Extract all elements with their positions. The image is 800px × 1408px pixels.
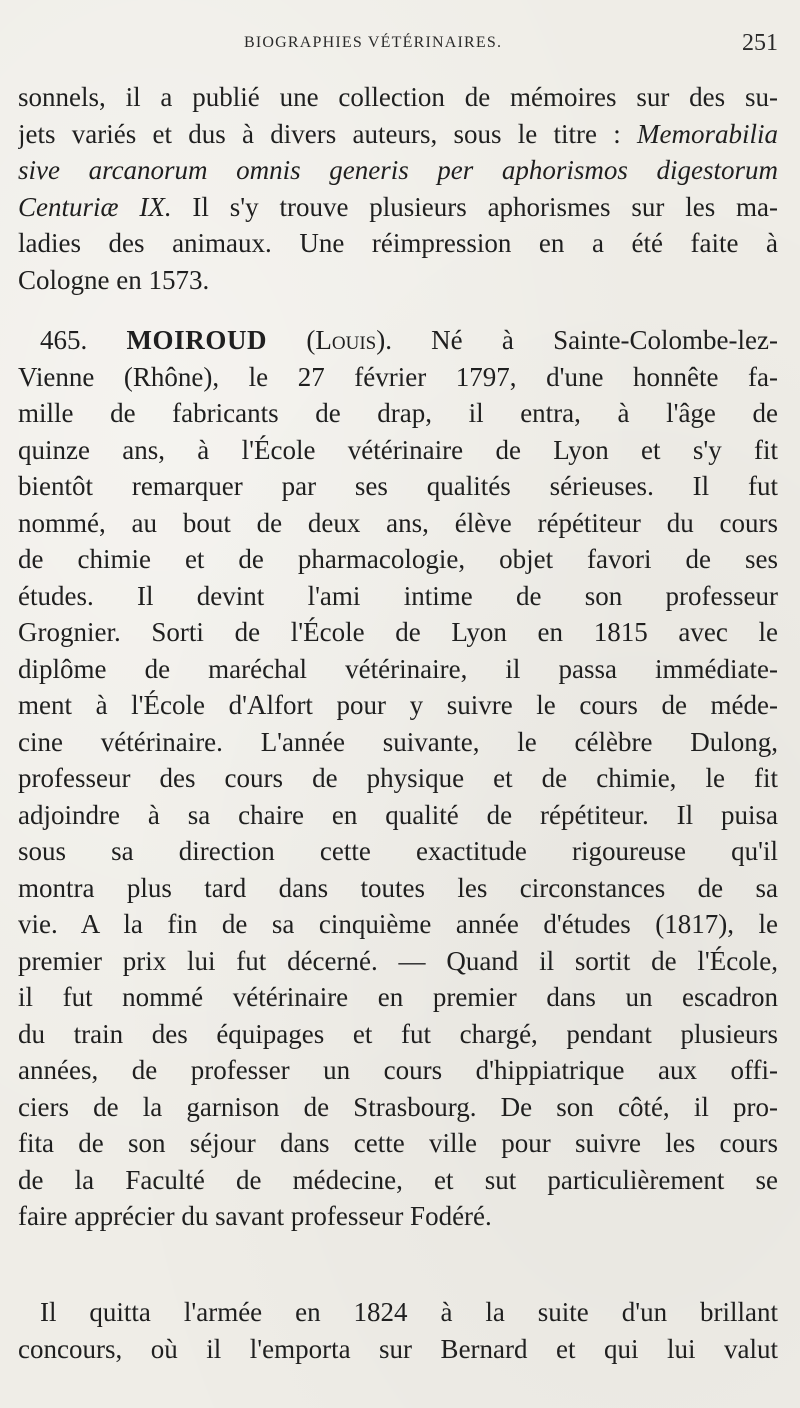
entry-heading-line: 465. MOIROUD (Louis). Né à Sainte-Colombe-lez- — [40, 325, 778, 355]
text-line: il fut nommé vétérinaire en premier dans un escadron — [18, 982, 778, 1012]
paragraph-continuation — [18, 79, 778, 298]
text-line: montra plus tard dans toutes les circonstances de sa — [18, 872, 778, 903]
work-title: Memorabilia — [637, 118, 778, 149]
text-line: mille de fabricants de drap, il entra, à l'âge de — [18, 398, 778, 428]
text-line: sive arcanorum omnis generis per aphorismos digestorum — [18, 155, 778, 185]
text-line: concours, où il l'emporta sur Bernard et qui lui valut — [18, 1333, 778, 1364]
paragraph-army — [18, 1294, 778, 1367]
entry-number: 465. — [40, 325, 88, 355]
text-line: vie. A la fin de sa cinquième année d'études (1817), le — [18, 909, 778, 939]
text-line: Centuriæ IX. Il s'y trouve plusieurs aphorismes sur les ma- — [18, 191, 778, 222]
text-line: fita de son séjour dans cette ville pour suivre les cours — [18, 1128, 778, 1158]
text-line: quinze ans, à l'École vétérinaire de Lyon et s'y fit — [18, 434, 778, 465]
entry-465 — [18, 322, 778, 1235]
text-line: bientôt remarquer par ses qualités sérieuses. Il fut — [18, 471, 778, 501]
running-head — [0, 30, 800, 64]
text-line: Cologne en 1573. — [18, 264, 210, 295]
text-line: de chimie et de pharmacologie, objet favori de ses — [18, 544, 778, 574]
text-line: du train des équipages et fut chargé, pendant plusieurs — [18, 1018, 778, 1049]
text-line: ciers de la garnison de Strasbourg. De son côté, il pro- — [18, 1091, 778, 1122]
text-line: années, de professer un cours d'hippiatrique aux offi- — [18, 1055, 778, 1085]
text-line: sonnels, il a publié une collection de mémoires sur des su- — [18, 82, 778, 112]
text-line: de la Faculté de médecine, et sut particulièrement se — [18, 1164, 778, 1195]
entry-first-name: (Louis). — [306, 325, 392, 355]
text-line: diplôme de maréchal vétérinaire, il passa immédiate- — [18, 653, 778, 684]
text-line: études. Il devint l'ami intime de son professeur — [18, 580, 778, 611]
running-title: BIOGRAPHIES VÉTÉRINAIRES. — [244, 34, 503, 51]
page-number: 251 — [742, 30, 778, 56]
text-line: adjoindre à sa chaire en qualité de répétiteur. Il puisa — [18, 799, 778, 830]
entry-name: MOIROUD — [126, 325, 268, 355]
text-line: Vienne (Rhône), le 27 février 1797, d'une honnête fa- — [18, 361, 778, 392]
text-line: Grognier. Sorti de l'École de Lyon en 1815 avec le — [18, 617, 778, 647]
text-line: nommé, au bout de deux ans, élève répétiteur du cours — [18, 507, 778, 538]
text-line: ladies des animaux. Une réimpression en a été faite à — [18, 228, 778, 258]
text-line: cine vétérinaire. L'année suivante, le célèbre Dulong, — [18, 726, 778, 757]
text-line: Il quitta l'armée en 1824 à la suite d'un brillant — [40, 1297, 778, 1327]
text-line: sous sa direction cette exactitude rigoureuse qu'il — [18, 836, 778, 866]
text-line: premier prix lui fut décerné. — Quand il sortit de l'École, — [18, 945, 778, 976]
text-line: professeur des cours de physique et de chimie, le fit — [18, 763, 778, 793]
text-line: ment à l'École d'Alfort pour y suivre le cours de méde- — [18, 690, 778, 720]
text-line: jets variés et dus à divers auteurs, sous le titre : Memorabilia — [18, 118, 778, 149]
text-line: faire apprécier du savant professeur Fodéré. — [18, 1201, 492, 1231]
